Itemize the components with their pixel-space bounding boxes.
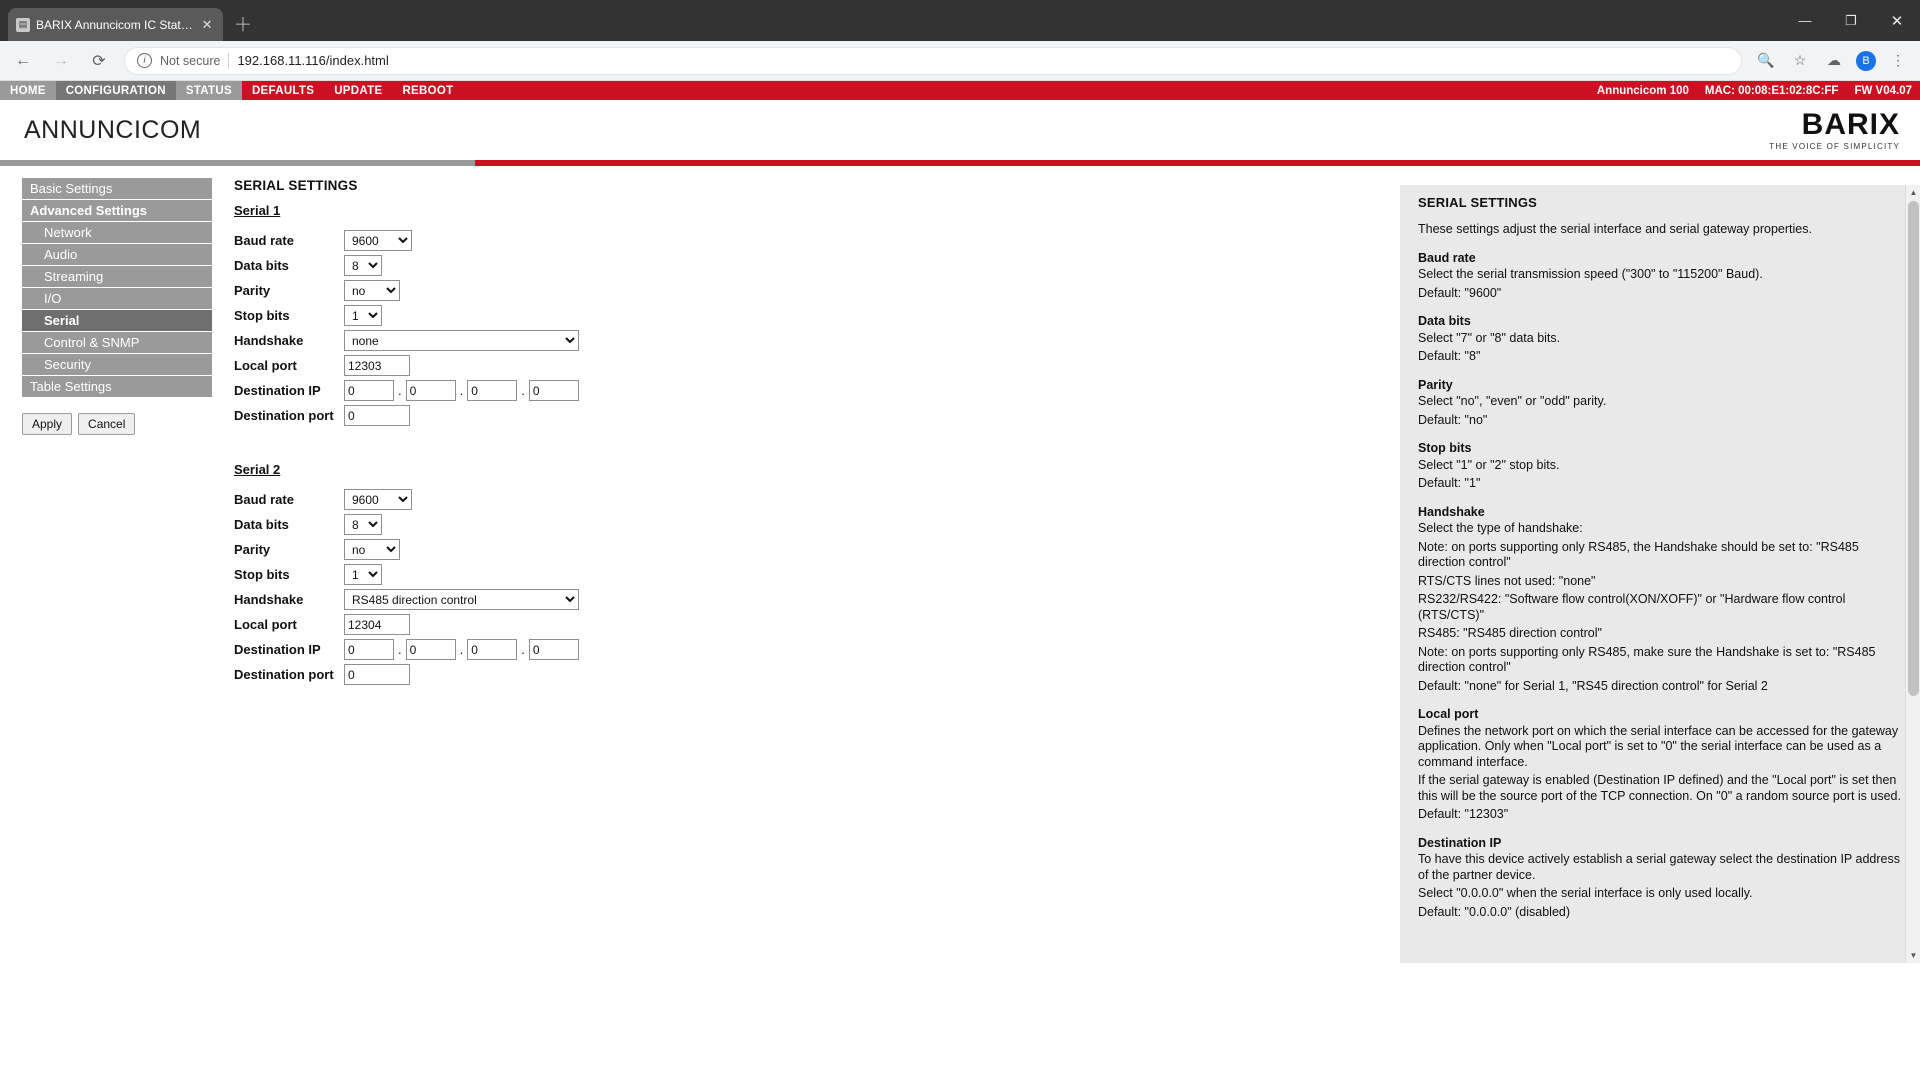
row-parity-1 — [234, 278, 579, 303]
device-mac: MAC: 00:08:E1:02:8C:FF — [1704, 84, 1839, 97]
close-icon[interactable]: ✕ — [1890, 12, 1904, 30]
serial1-stop-bits-select[interactable] — [344, 305, 382, 326]
help-term-data-bits: Data bits — [1418, 314, 1471, 328]
web-page — [0, 81, 1920, 1080]
label-data-bits-1: Data bits — [234, 258, 289, 273]
help-scrollbar[interactable] — [1905, 185, 1920, 963]
header-rule — [0, 160, 1920, 166]
avatar[interactable]: B — [1856, 51, 1876, 71]
sidebar-item-streaming[interactable]: Streaming — [22, 266, 212, 287]
nav-configuration[interactable]: CONFIGURATION — [56, 81, 176, 100]
ip-dot: . — [398, 382, 402, 398]
label-local-port-2: Local port — [234, 617, 297, 632]
ip-dot: . — [398, 641, 402, 657]
label-parity-2: Parity — [234, 542, 271, 557]
row-local-port-1 — [234, 353, 579, 378]
serial2-dest-ip-octet-4[interactable] — [529, 639, 579, 660]
brand-bar — [0, 100, 1920, 160]
close-icon[interactable]: ✕ — [201, 16, 213, 32]
serial1-data-bits-select[interactable] — [344, 255, 382, 276]
help-line: Default: "none" for Serial 1, "RS45 direction control" for Serial 2 — [1418, 678, 1768, 693]
serial1-dest-port-input[interactable] — [344, 405, 410, 426]
nav-status[interactable]: STATUS — [176, 81, 242, 100]
serial2-data-bits-select[interactable] — [344, 514, 382, 535]
address-bar[interactable] — [124, 47, 1742, 75]
sidebar-item-control-snmp[interactable]: Control & SNMP — [22, 332, 212, 353]
label-dest-port-1: Destination port — [234, 408, 334, 423]
device-info — [1597, 81, 1912, 100]
sidebar-item-audio[interactable]: Audio — [22, 244, 212, 265]
barix-logo — [1769, 107, 1900, 151]
label-handshake-2: Handshake — [234, 592, 304, 607]
ip-dot: . — [521, 382, 525, 398]
minimize-icon[interactable]: — — [1798, 13, 1812, 28]
row-stop-bits-1 — [234, 303, 579, 328]
help-line: RS485: "RS485 direction control" — [1418, 626, 1602, 640]
serial2-table — [234, 487, 579, 687]
info-circle-icon[interactable]: i — [137, 53, 152, 68]
serial2-heading: Serial 2 — [234, 462, 281, 477]
label-data-bits-2: Data bits — [234, 517, 289, 532]
sidebar-item-basic-settings[interactable]: Basic Settings — [22, 178, 212, 199]
serial2-dest-ip-octet-2[interactable] — [406, 639, 456, 660]
sidebar-item-io[interactable]: I/O — [22, 288, 212, 309]
sidebar-item-table-settings[interactable]: Table Settings — [22, 376, 212, 397]
form-title: SERIAL SETTINGS — [234, 178, 358, 193]
serial2-local-port-input[interactable] — [344, 614, 410, 635]
row-data-bits-2 — [234, 512, 579, 537]
label-local-port-1: Local port — [234, 358, 297, 373]
help-line: Default: "8" — [1418, 349, 1481, 363]
serial1-dest-ip-octet-3[interactable] — [467, 380, 517, 401]
row-parity-2 — [234, 537, 579, 562]
sidebar — [22, 178, 212, 687]
serial1-table — [234, 228, 579, 428]
window-controls — [1782, 0, 1920, 41]
label-baud-2: Baud rate — [234, 492, 294, 507]
device-top-nav — [0, 81, 1920, 100]
serial2-dest-port-input[interactable] — [344, 664, 410, 685]
kebab-menu-icon[interactable]: ⋮ — [1891, 52, 1905, 68]
help-intro: These settings adjust the serial interface and serial gateway properties. — [1418, 222, 1812, 236]
serial1-parity-select[interactable] — [344, 280, 400, 301]
row-baud-1 — [234, 228, 579, 253]
help-line: Select the serial transmission speed ("300" to "115200" Baud). — [1418, 267, 1763, 281]
serial1-baud-select[interactable] — [344, 230, 412, 251]
help-line: Default: "1" — [1418, 476, 1481, 490]
help-term-baud: Baud rate — [1418, 250, 1476, 265]
sidebar-item-advanced-settings[interactable]: Advanced Settings — [22, 200, 212, 221]
device-firmware: FW V04.07 — [1854, 84, 1912, 97]
help-line: Select "1" or "2" stop bits. — [1418, 457, 1560, 472]
serial2-dest-ip-octet-1[interactable] — [344, 639, 394, 660]
help-line: Note: on ports supporting only RS485, make sure the Handshake is set to: "RS485 direction control" — [1418, 644, 1876, 674]
chevron-up-icon[interactable]: ▲ — [1906, 185, 1920, 200]
row-dest-ip-2 — [234, 637, 579, 662]
search-icon[interactable]: 🔍 — [1757, 52, 1775, 68]
label-dest-ip-1: Destination IP — [234, 383, 321, 398]
help-line: Defines the network port on which the serial interface can be accessed for the gateway application. Only when "Local port" is set to "0" the serial interface can be used as a command interface. — [1418, 723, 1899, 769]
nav-update[interactable]: UPDATE — [334, 84, 383, 97]
help-line: Select the type of handshake: — [1418, 521, 1583, 535]
serial1-dest-ip-octet-1[interactable] — [344, 380, 394, 401]
arrow-left-icon[interactable]: ← — [15, 51, 31, 69]
help-line: RTS/CTS lines not used: "none" — [1418, 573, 1596, 588]
security-label: Not secure — [160, 53, 221, 68]
nav-reboot[interactable]: REBOOT — [402, 84, 454, 97]
row-handshake-2 — [234, 587, 579, 612]
serial2-dest-ip-octet-3[interactable] — [467, 639, 517, 660]
help-term-parity: Parity — [1418, 377, 1453, 392]
help-term-stop-bits: Stop bits — [1418, 441, 1472, 455]
page-title: ANNUNCICOM — [24, 115, 202, 144]
sidebar-item-security[interactable]: Security — [22, 354, 212, 375]
url-text: 192.168.11.116/index.html — [237, 53, 389, 68]
serial2-stop-bits-select[interactable] — [344, 564, 382, 585]
row-dest-port-1 — [234, 403, 579, 428]
help-line: RS232/RS422: "Software flow control(XON/XOFF)" or "Hardware flow control (RTS/CTS)" — [1418, 592, 1846, 622]
row-stop-bits-2 — [234, 562, 579, 587]
chevron-down-icon[interactable]: ▼ — [1906, 948, 1920, 963]
help-line: If the serial gateway is enabled (Destination IP defined) and the "Local port" is set then this will be the source port of the TCP connection. On "0" a random source port is used. — [1418, 773, 1901, 803]
logo-tagline: THE VOICE OF SIMPLICITY — [1769, 141, 1900, 151]
page-icon: ▤ — [16, 18, 30, 32]
label-handshake-1: Handshake — [234, 333, 304, 348]
row-local-port-2 — [234, 612, 579, 637]
serial1-handshake-select[interactable] — [344, 330, 579, 351]
help-panel — [1400, 185, 1920, 963]
row-dest-port-2 — [234, 662, 579, 687]
cloud-icon[interactable]: ☁ — [1827, 52, 1841, 68]
help-line: To have this device actively establish a serial gateway select the destination IP address of the partner device. — [1418, 852, 1900, 882]
logo-text: BARIX — [1801, 107, 1900, 141]
browser-tab[interactable] — [8, 8, 223, 41]
row-baud-2 — [234, 487, 579, 512]
serial2-baud-select[interactable] — [344, 489, 412, 510]
rule-gray — [0, 160, 475, 166]
nav-home[interactable]: HOME — [0, 81, 56, 100]
help-title: SERIAL SETTINGS — [1418, 195, 1538, 210]
help-line: Default: "0.0.0.0" (disabled) — [1418, 904, 1571, 919]
help-line: Note: on ports supporting only RS485, the Handshake should be set to: "RS485 direction control" — [1418, 539, 1859, 569]
nav-defaults[interactable]: DEFAULTS — [251, 84, 315, 97]
scrollbar-thumb[interactable] — [1908, 201, 1919, 696]
tab-strip — [0, 0, 1920, 41]
help-line: Default: "9600" — [1418, 285, 1502, 300]
help-term-handshake: Handshake — [1418, 504, 1485, 519]
help-line: Default: "no" — [1418, 412, 1488, 427]
serial1-heading: Serial 1 — [234, 203, 281, 218]
serial1-dest-ip-octet-4[interactable] — [529, 380, 579, 401]
arrow-right-icon[interactable]: → — [53, 51, 69, 69]
rule-red — [475, 160, 1920, 166]
plus-icon[interactable]: ＋ — [234, 15, 252, 35]
label-parity-1: Parity — [234, 283, 271, 298]
apply-button[interactable]: Apply — [22, 413, 72, 435]
help-term-local-port: Local port — [1418, 707, 1479, 721]
reload-icon[interactable]: ⟳ — [92, 52, 106, 70]
divider — [228, 53, 229, 69]
row-handshake-1 — [234, 328, 579, 353]
label-dest-ip-2: Destination IP — [234, 642, 321, 657]
help-line: Select "0.0.0.0" when the serial interface is only used locally. — [1418, 886, 1753, 900]
browser-toolbar — [0, 41, 1920, 81]
toolbar-actions — [1754, 49, 1910, 73]
help-line: Select "no", "even" or "odd" parity. — [1418, 394, 1607, 408]
maximize-icon[interactable]: ❐ — [1845, 12, 1857, 28]
form-actions — [22, 413, 212, 435]
star-icon[interactable]: ☆ — [1793, 52, 1807, 68]
sidebar-item-serial[interactable]: Serial — [22, 310, 212, 331]
help-term-destination-ip: Destination IP — [1418, 835, 1502, 850]
cancel-button[interactable]: Cancel — [78, 413, 135, 435]
serial2-parity-select[interactable] — [344, 539, 400, 560]
tab-title: BARIX Annuncicom IC Status — [36, 17, 194, 32]
serial1-dest-ip-octet-2[interactable] — [406, 380, 456, 401]
ip-dot: . — [459, 382, 464, 398]
help-line: Default: "12303" — [1418, 807, 1509, 821]
ip-dot: . — [521, 641, 525, 657]
serial1-local-port-input[interactable] — [344, 355, 410, 376]
label-dest-port-2: Destination port — [234, 667, 334, 682]
device-model: Annuncicom 100 — [1596, 84, 1689, 97]
serial2-handshake-select[interactable] — [344, 589, 579, 610]
sidebar-item-network[interactable]: Network — [22, 222, 212, 243]
label-baud-1: Baud rate — [234, 233, 294, 248]
row-dest-ip-1 — [234, 378, 579, 403]
ip-dot: . — [459, 641, 464, 657]
label-stop-bits-2: Stop bits — [234, 567, 290, 582]
row-data-bits-1 — [234, 253, 579, 278]
label-stop-bits-1: Stop bits — [234, 308, 290, 323]
help-line: Select "7" or "8" data bits. — [1418, 330, 1561, 345]
